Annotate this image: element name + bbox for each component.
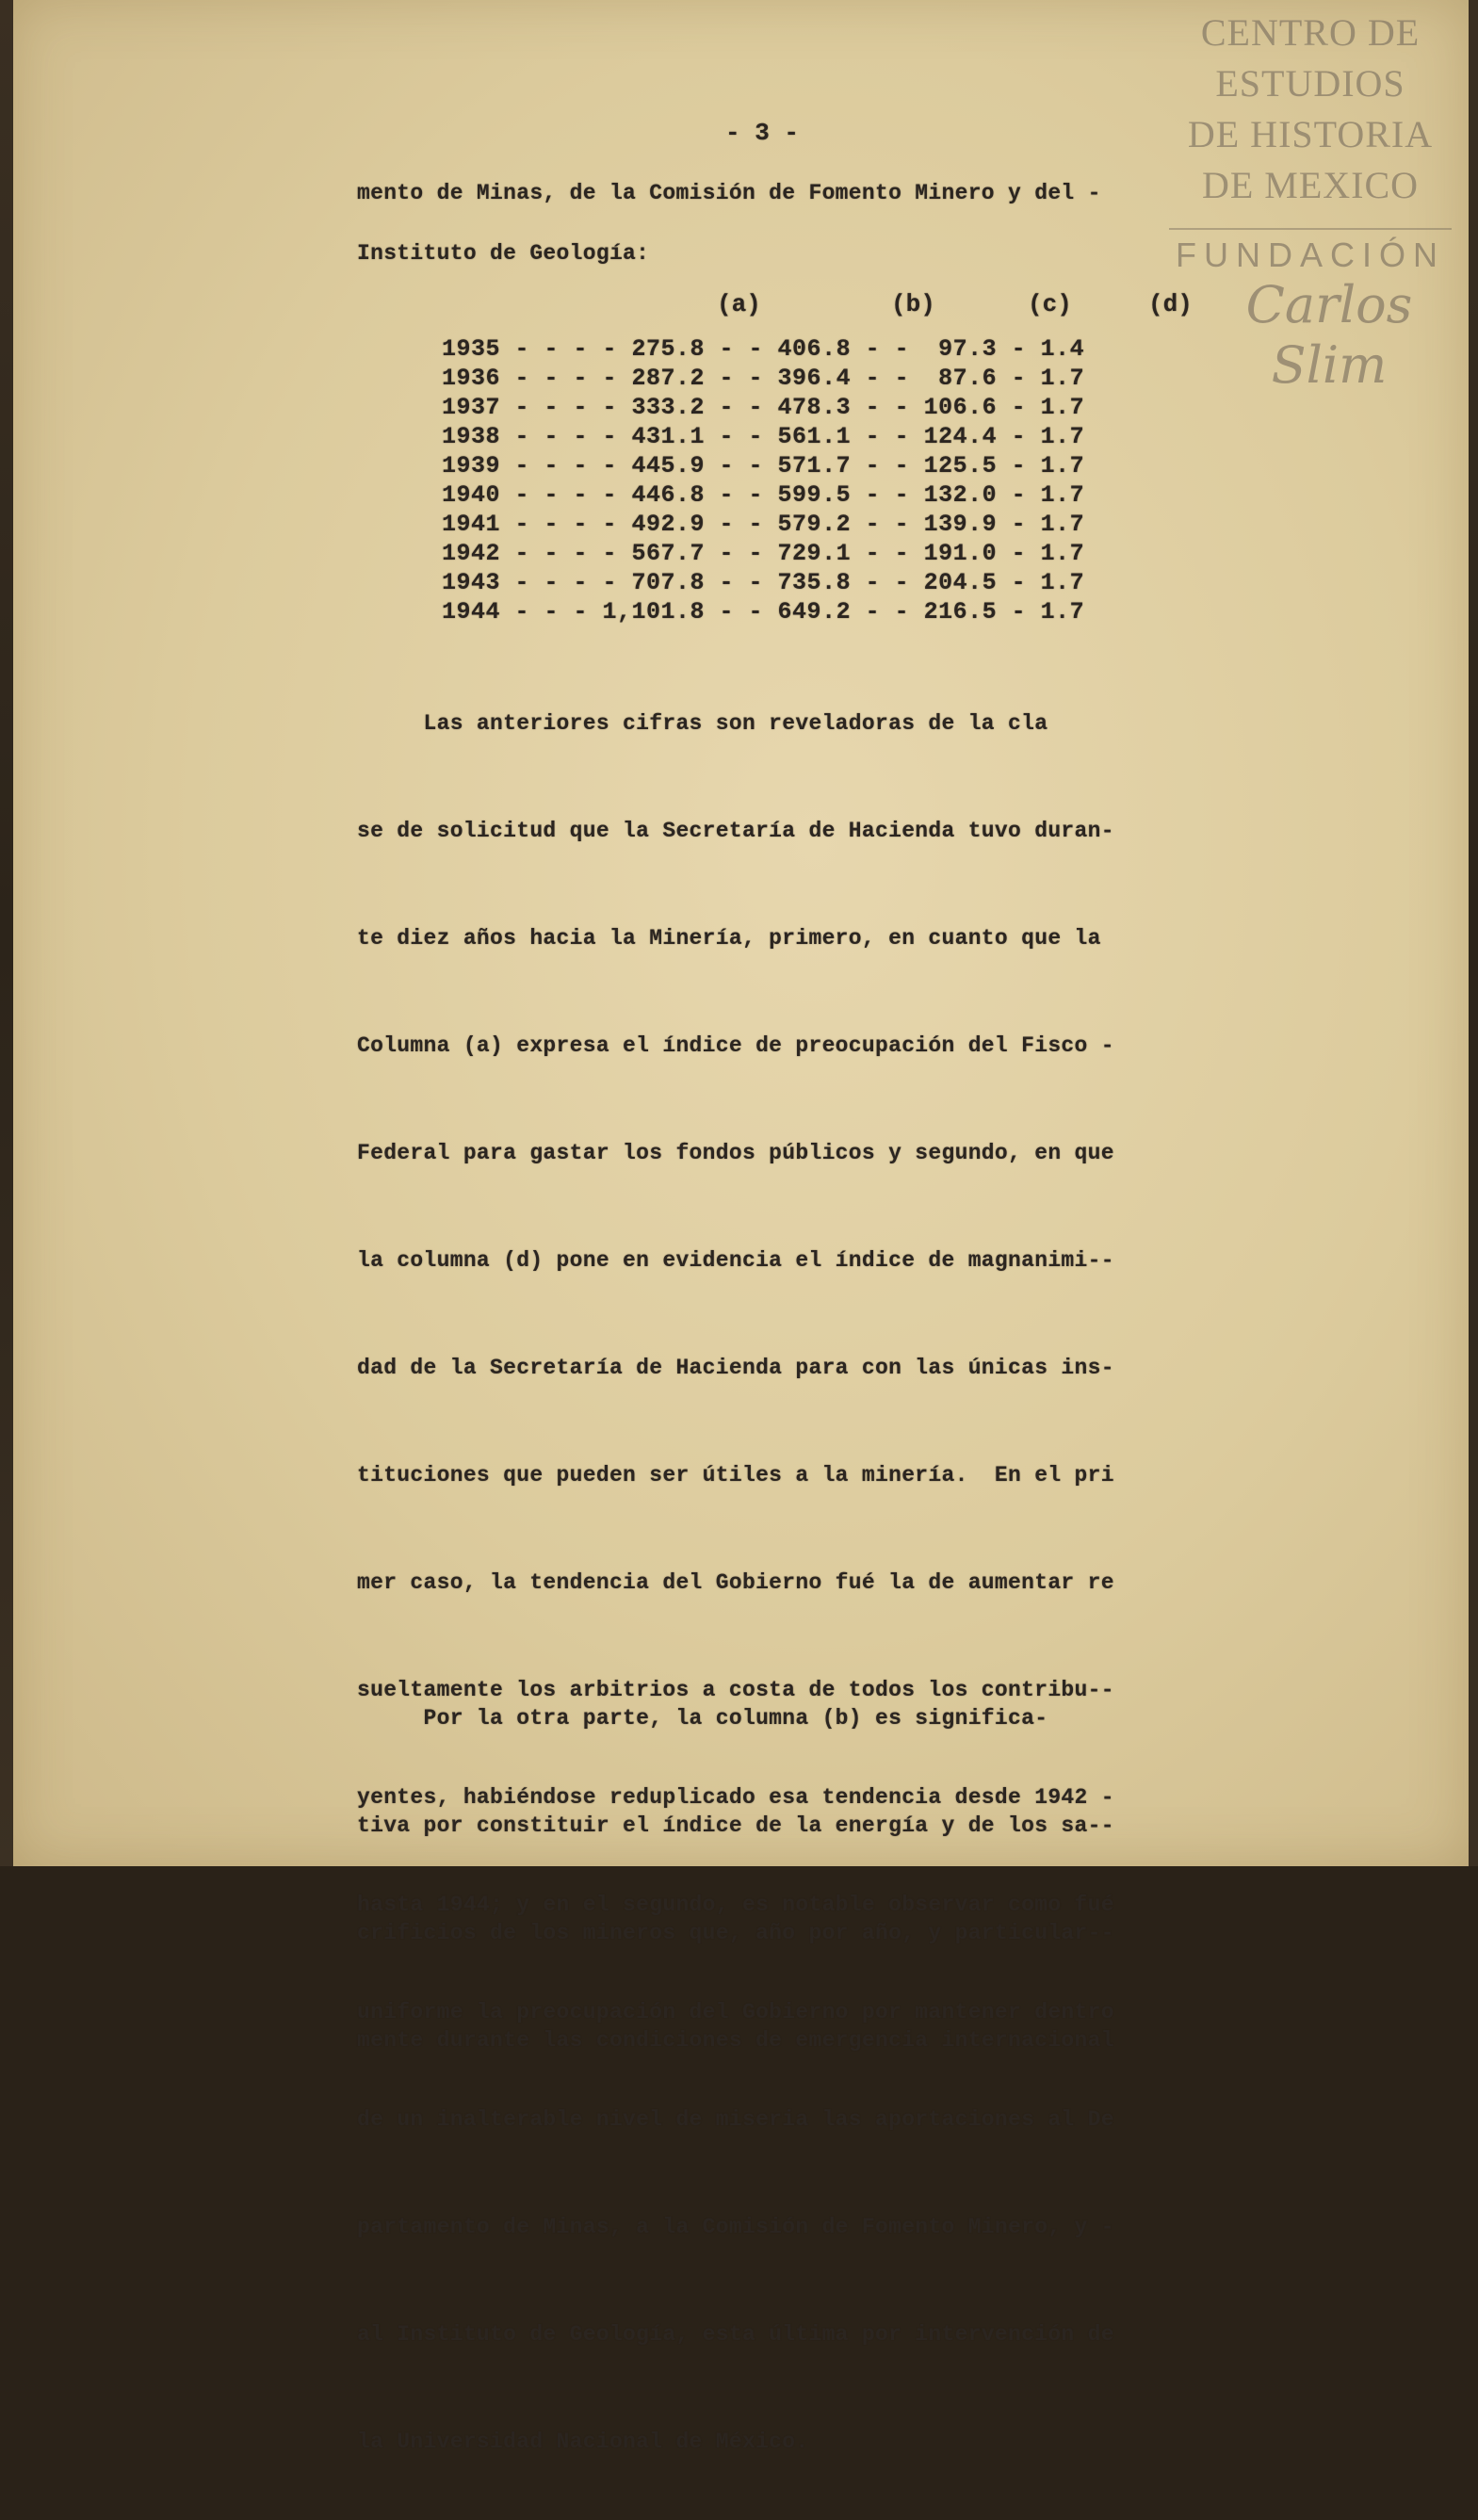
paragraph-line: Federal para gastar los fondos públicos y segundo, en que: [357, 1141, 1114, 1165]
watermark-line: CENTRO DE: [1200, 11, 1421, 54]
document-page: [13, 0, 1469, 2454]
paragraph-line: la columna (d) pone en evidencia el índice de magnanimi--: [357, 1248, 1114, 1273]
table-row: 1936 - - - - 287.2 - - 396.4 - - 87.6 - 1.7: [442, 365, 1085, 392]
paragraph-line: yentes, habiéndose reduplicado esa tendencia desde 1942 -: [357, 1785, 1114, 1810]
table-row: 1940 - - - - 446.8 - - 599.5 - - 132.0 - 1.7: [442, 481, 1085, 509]
page-number: - 3 -: [725, 119, 800, 147]
watermark-line: ESTUDIOS: [1215, 62, 1405, 105]
paragraph-line: sueltamente los arbitrios a costa de todos los contribu--: [357, 1678, 1114, 1702]
paragraph-line: uniforme la preocupación del Gobierno por mantener dentro: [357, 2000, 1114, 2024]
paragraph-line: Las anteriores cifras son reveladoras de la cla: [357, 711, 1048, 736]
paragraph-line: dad de la Secretaría de Hacienda para con las únicas ins-: [357, 1356, 1114, 1380]
paragraph-line: mente durante las condiciones de emergencia internacional: [357, 2028, 1114, 2053]
column-header-c: (c): [1028, 290, 1072, 318]
paragraph-line: Columna (a) expresa el índice de preocupación del Fisco -: [357, 1033, 1114, 1058]
paragraph-line: de un inalterable nivel de miseria las aportaciones al De: [357, 2107, 1114, 2132]
paragraph-column-b: [357, 1640, 1365, 2119]
paragraph-line: se de solicitud que la Secretaría de Hacienda tuvo duran-: [357, 819, 1114, 843]
paragraph-line: hasta 1944; y en el segundo, es notable observar como fué: [357, 1893, 1114, 1917]
watermark-line: DE HISTORIA: [1187, 113, 1434, 155]
paragraph-line: Por la otra parte, la columna (b) es significa-: [357, 1706, 1048, 1731]
watermark-signature: Carlos Slim: [1245, 275, 1413, 395]
paragraph-line: mer caso, la tendencia del Gobierno fué la de aumentar re: [357, 1570, 1114, 1595]
paragraph-line: al Instituto de Geología, esta última por intervención de: [357, 2322, 1114, 2347]
paragraph-line: tiva por constituir el índice de la energía y de los sa--: [357, 1813, 1114, 1838]
paragraph-line: la Universidad Nacional de México.: [357, 2430, 809, 2454]
column-header-a: (a): [717, 290, 761, 318]
archive-watermark: [1169, 8, 1452, 396]
table-row: 1939 - - - - 445.9 - - 571.7 - - 125.5 - 1.7: [442, 452, 1085, 480]
column-header-d: (d): [1148, 290, 1193, 318]
paragraph-line: crificios de los mineros que, año por año, y particular--: [357, 1921, 1114, 1945]
table-row: 1938 - - - - 431.1 - - 561.1 - - 124.4 - 1.7: [442, 423, 1085, 450]
table-row: 1935 - - - - 275.8 - - 406.8 - - 97.3 - 1.4: [442, 335, 1085, 363]
paragraph-analysis: [357, 645, 1365, 2520]
table-row: 1942 - - - - 567.7 - - 729.1 - - 191.0 - 1.7: [442, 540, 1085, 567]
intro-line: Instituto de Geología:: [357, 241, 650, 266]
paragraph-line: tituciones que pueden ser útiles a la minería. En el pri: [357, 1463, 1114, 1488]
paragraph-line: te diez años hacia la Minería, primero, en cuanto que la: [357, 926, 1101, 951]
watermark-foundation: FUNDACIÓN: [1169, 228, 1452, 275]
table-row: 1937 - - - - 333.2 - - 478.3 - - 106.6 - 1.7: [442, 394, 1085, 421]
column-header-b: (b): [891, 290, 935, 318]
watermark-line: DE MEXICO: [1201, 164, 1420, 206]
table-row: 1944 - - - 1,101.8 - - 649.2 - - 216.5 - 1.7: [442, 598, 1085, 626]
table-row: 1943 - - - - 707.8 - - 735.8 - - 204.5 - 1.7: [442, 569, 1085, 596]
paragraph-line: partamento de Minas, a la Comisión de Fomento Minero, y -: [357, 2215, 1114, 2239]
table-row: 1941 - - - - 492.9 - - 579.2 - - 139.9 - 1.7: [442, 511, 1085, 538]
intro-line: mento de Minas, de la Comisión de Fomento Minero y del -: [357, 181, 1101, 205]
